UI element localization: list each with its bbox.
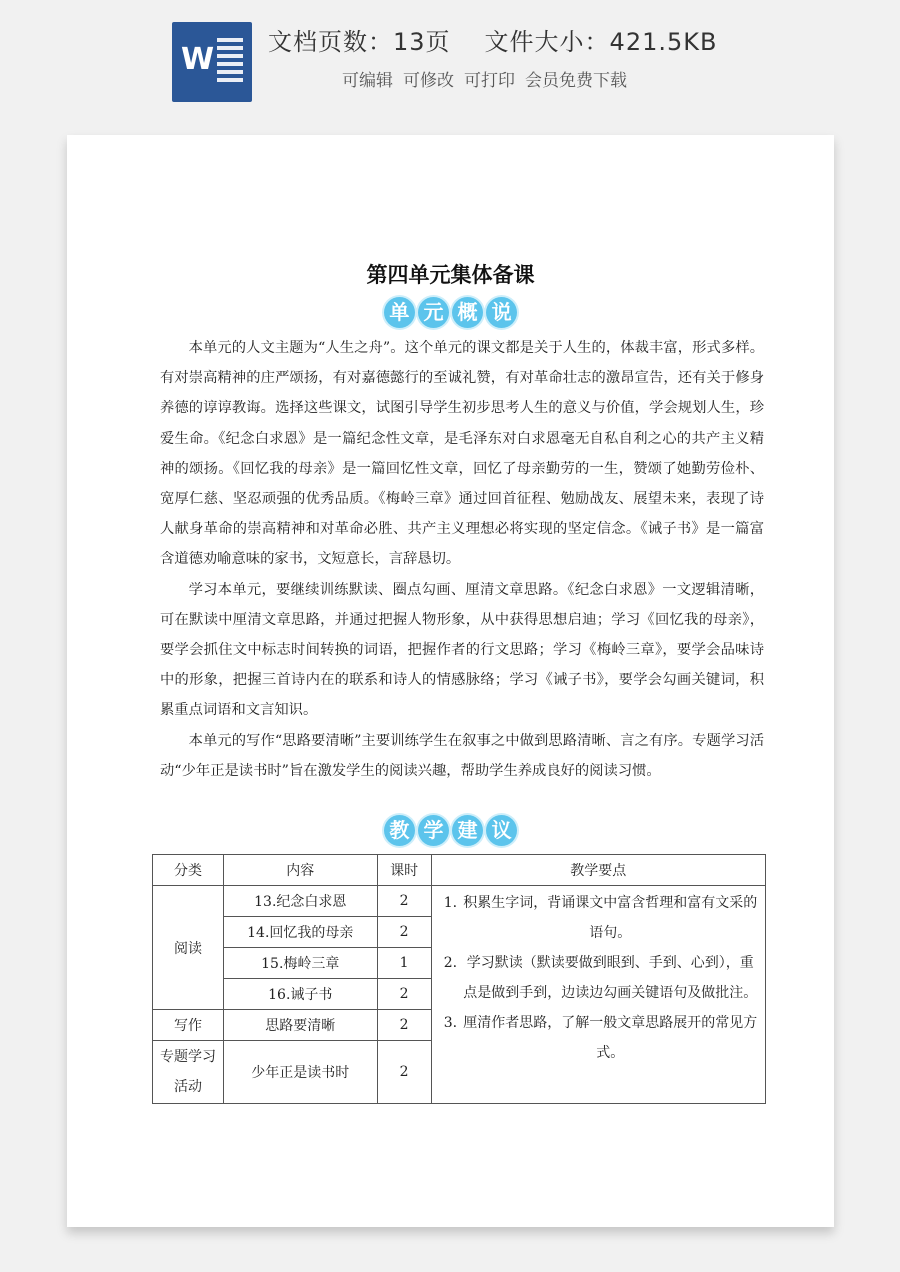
category-cell: 阅读 (153, 886, 224, 1010)
document-stats (268, 22, 717, 57)
content-cell: 少年正是读书时 (223, 1041, 377, 1104)
file-size: 文件大小：421.5KB (484, 28, 718, 56)
heading-char: 议 (486, 815, 517, 846)
heading-char: 建 (452, 815, 483, 846)
document-info-banner (0, 0, 900, 120)
column-header: 课时 (377, 855, 431, 886)
feature-modifiable: 可修改 (403, 71, 454, 91)
paragraph: 本单元的写作“思路要清晰”主要训练学生在叙事之中做到思路清晰、言之有序。专题学习活动“少年正是读书时”旨在激发学生的阅读兴趣，帮助学生养成良好的阅读习惯。 (160, 732, 764, 779)
heading-char: 学 (418, 815, 449, 846)
category-cell: 写作 (153, 1010, 224, 1041)
hours-cell: 2 (377, 886, 431, 917)
teaching-point: 3. 厘清作者思路，了解一般文章思路展开的常见方式。 (462, 1008, 759, 1068)
content-cell: 思路要清晰 (223, 1010, 377, 1041)
hours-cell: 2 (377, 1041, 431, 1104)
column-header: 教学要点 (431, 855, 765, 886)
unit-overview-text (160, 333, 764, 786)
heading-char: 教 (384, 815, 415, 846)
teaching-points-cell (431, 886, 765, 1104)
section-heading-unit-overview (67, 297, 834, 333)
word-document-icon (172, 22, 252, 102)
hours-cell: 1 (377, 948, 431, 979)
heading-char: 概 (452, 297, 483, 328)
teaching-plan-table (152, 854, 766, 1104)
feature-printable: 可打印 (464, 71, 515, 91)
column-header: 分类 (153, 855, 224, 886)
content-cell: 13.纪念白求恩 (223, 886, 377, 917)
content-cell: 15.梅岭三章 (223, 948, 377, 979)
hours-cell: 2 (377, 979, 431, 1010)
heading-char: 说 (486, 297, 517, 328)
category-cell: 专题学习活动 (153, 1041, 224, 1104)
heading-char: 单 (384, 297, 415, 328)
document-title: 第四单元集体备课 (366, 263, 535, 287)
word-icon-letter: W (181, 42, 215, 77)
heading-char: 元 (418, 297, 449, 328)
paragraph: 学习本单元，要继续训练默读、圈点勾画、厘清文章思路。《纪念白求恩》一文逻辑清晰，可在默读中厘清文章思路，并通过把握人物形象，从中获得思想启迪；学习《回忆我的母亲》，要学会抓住文中标志时间转换的词语，把握作者的行文思路；学习《梅岭三章》，要学会品味诗中的形象，把握三首诗内在的联系和诗人的情感脉络；学习《诫子书》，要学会勾画关键词，积累重点词语和文言知识。 (160, 581, 764, 719)
teaching-point: 2. 学习默读（默读要做到眼到、手到、心到），重点是做到手到，边读边勾画关键语句及做批注。 (462, 948, 759, 1008)
teaching-point: 1. 积累生字词，背诵课文中富含哲理和富有文采的语句。 (462, 888, 759, 948)
paragraph: 本单元的人文主题为“人生之舟”。这个单元的课文都是关于人生的，体裁丰富，形式多样。有对崇高精神的庄严颂扬，有对嘉德懿行的至诚礼赞，有对革命壮志的激昂宣告，还有关于修身养德的谆谆教诲。选择这些课文，试图引导学生初步思考人生的意义与价值，学会规划人生，珍爱生命。《纪念白求恩》是一篇纪念性文章，是毛泽东对白求恩毫无自私自利之心的共产主义精神的颂扬。《回忆我的母亲》是一篇回忆性文章，回忆了母亲勤劳的一生，赞颂了她勤劳俭朴、宽厚仁慈、坚忍顽强的优秀品质。《梅岭三章》通过回首征程、勉励战友、展望未来，表现了诗人献身革命的崇高精神和对革命必胜、共产主义理想必将实现的坚定信念。《诫子书》是一篇富含道德劝喻意味的家书，文短意长，言辞恳切。 (160, 340, 764, 568)
column-header: 内容 (223, 855, 377, 886)
content-cell: 14.回忆我的母亲 (223, 917, 377, 948)
section-heading-teaching-suggestions (67, 815, 834, 851)
table-row (153, 886, 766, 917)
table-header-row (153, 855, 766, 886)
content-cell: 16.诫子书 (223, 979, 377, 1010)
feature-list (342, 66, 627, 91)
hours-cell: 2 (377, 917, 431, 948)
page-count: 文档页数：13页 (268, 28, 451, 56)
document-page (67, 135, 834, 1227)
hours-cell: 2 (377, 1010, 431, 1041)
feature-member-download: 会员免费下载 (525, 71, 627, 91)
feature-editable: 可编辑 (342, 71, 393, 91)
